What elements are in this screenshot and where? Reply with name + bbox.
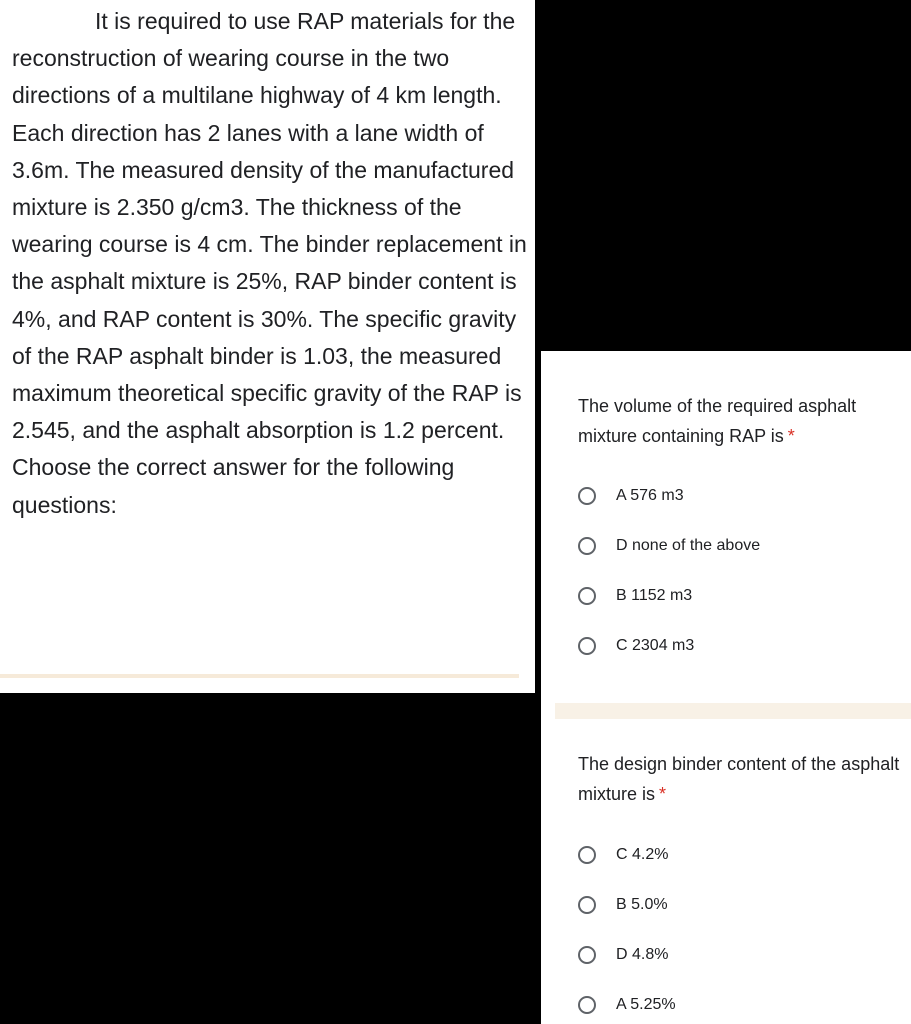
questions-panel	[541, 351, 911, 1024]
option-label: A 5.25%	[616, 996, 676, 1013]
question-1-option-d[interactable]	[578, 531, 760, 561]
question-1-option-a[interactable]	[578, 481, 684, 511]
option-label: D 4.8%	[616, 946, 669, 963]
option-label: D none of the above	[616, 537, 761, 554]
question-2-option-b[interactable]	[578, 890, 668, 920]
question-1-option-c[interactable]	[578, 631, 694, 661]
required-asterisk: *	[659, 784, 667, 804]
radio-button-icon[interactable]	[578, 946, 596, 964]
panel-divider	[0, 674, 519, 678]
option-label: A 576 m3	[616, 487, 684, 504]
problem-statement-text: It is required to use RAP materials for the reconstruction of wearing course in the two directions of a multilane highway of 4 km length. Each direction has 2 lanes with a lane width of 3.6m. The measured density of the manufactured mixture is 2.350 g/cm3. The thickness of the wearing course is 4 cm. The binder replacement in the asphalt mixture is 25%, RAP binder content is 4%, and RAP content is 30%. The specific gravity of the RAP asphalt binder is 1.03, the measured maximum theoretical specific gravity of the RAP is 2.545, and the asphalt absorption is 1.2 percent. Choose the correct answer for the following questions:	[12, 8, 527, 518]
radio-button-icon[interactable]	[578, 637, 596, 655]
radio-button-icon[interactable]	[578, 846, 596, 864]
question-2-option-d[interactable]	[578, 940, 668, 970]
radio-button-icon[interactable]	[578, 896, 596, 914]
question-1	[578, 391, 908, 451]
question-separator	[555, 703, 911, 719]
radio-button-icon[interactable]	[578, 587, 596, 605]
option-label: B 1152 m3	[616, 587, 693, 604]
option-label: C 4.2%	[616, 846, 669, 863]
question-2	[578, 749, 908, 809]
question-1-option-b[interactable]	[578, 581, 692, 611]
question-2-option-c[interactable]	[578, 840, 668, 870]
question-2-text: The design binder content of the asphalt mixture is *	[578, 754, 900, 804]
problem-statement	[12, 3, 527, 524]
radio-button-icon[interactable]	[578, 487, 596, 505]
option-label: C 2304 m3	[616, 637, 695, 654]
question-1-text: The volume of the required asphalt mixture containing RAP is *	[578, 396, 857, 446]
question-2-option-a[interactable]	[578, 990, 676, 1020]
required-asterisk: *	[787, 426, 795, 446]
radio-button-icon[interactable]	[578, 537, 596, 555]
option-label: B 5.0%	[616, 896, 668, 913]
radio-button-icon[interactable]	[578, 996, 596, 1014]
problem-panel	[0, 0, 535, 693]
